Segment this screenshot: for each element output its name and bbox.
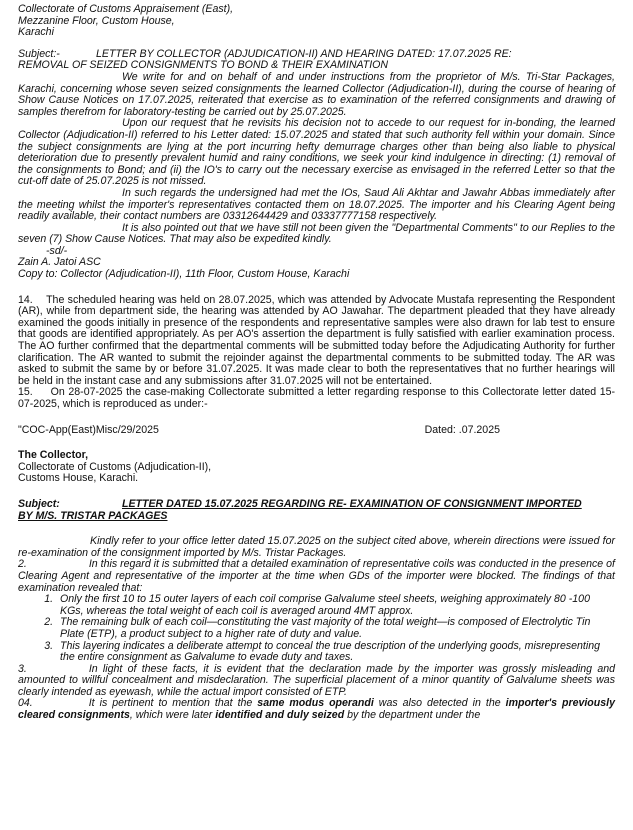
paragraph-number: 3. [18, 662, 27, 675]
paragraph-15 [18, 387, 615, 410]
finding-item: 3. This layering indicates a deliberate attempt to conceal the true description of the underlying goods, misrepresenting the entire consignment as Galvalume to evade duty and taxes. [56, 641, 615, 664]
paragraph-number: 14. [18, 293, 33, 306]
findings-list [18, 594, 615, 664]
finding-item: 1. Only the first 10 to 15 outer layers of each coil comprise Galvalume steel sheets, weighing approximately 80 -100 KGs, whereas the total weight of each coil is averaged around 4MT approx. [56, 594, 615, 617]
letter1-body [18, 72, 615, 281]
dated: Dated: .07.2025 [424, 423, 500, 436]
letter1-subject [18, 49, 615, 72]
emphasis-text: same modus operandi [257, 697, 374, 710]
paragraph-number: 2. [18, 558, 27, 571]
letter1-paragraph: It is also pointed out that we have still not been given the "Departmental Comments" to our Replies to the seven (7) Show Cause Notices. That may also be expedited kindly. [18, 221, 615, 246]
paragraph-text: In this regard it is submitted that a detailed examination of representative coils was conducted in the presence of Clearing Agent and representative of the importer at the time when GDs of the importer were blocked. The findings of that examination revealed that: [18, 558, 615, 594]
letter1-paragraph: In such regards the undersigned had met the IOs, Saud Ali Akhtar and Jawahr Abbas immediately after the meeting whilst the importer's representatives contacted them on 18.07.2025. The importer and his Clearing Agent being readily available, their contact numbers are 03312644429 and 03337777158 respectively. [18, 186, 615, 223]
letter2-body [18, 536, 615, 722]
subject-line-2: BY M/S. TRISTAR PACKAGES [18, 509, 168, 522]
address-block [18, 4, 615, 39]
letter2-paragraph-2 [18, 559, 615, 594]
copy-to: Copy to: Collector (Adjudication-II), 11th Floor, Custom House, Karachi [18, 268, 350, 281]
addressee-line: Collectorate of Customs (Adjudication-II), [18, 460, 212, 473]
paragraph-text: It is pertinent to mention that the [88, 697, 258, 710]
reference-number: "COC-App(East)Misc/29/2025 [18, 423, 159, 436]
paragraph-14 [18, 295, 615, 388]
address-line: Karachi [18, 26, 54, 39]
paragraph-text: , which were later [129, 709, 216, 722]
emphasis-text: identified and duly seized [215, 709, 345, 722]
letter1-paragraph: We write for and on behalf of and under instructions from the proprietor of M/s. Tri-Star Packages, Karachi, concerning whose seven seized consignments the learned Collector (Adjudication-II), during the course of hearing of Show Cause Notices on 17.07.2025, reiterated that exercise as to examination of the referred consignments and drawing of samples therefrom for laboratory-testing be carried out by 25.07.2025. [18, 70, 615, 118]
subject-line-2: REMOVAL OF SEIZED CONSIGNMENTS TO BOND & THEIR EXAMINATION [18, 59, 389, 72]
letter2-subject [18, 499, 615, 522]
emphasis-text: importer's previously cleared consignments [18, 697, 615, 722]
subject-label: Subject: [18, 497, 60, 510]
reference-row [18, 425, 615, 437]
paragraph-text: On 28-07-2025 the case-making Collectorate submitted a letter regarding response to this Collectorate letter dated 15-07-2025, which is reproduced as under:- [18, 386, 616, 410]
paragraph-text: In light of these facts, it is evident that the declaration made by the importer was grossly misleading and amounted to willful concealment and misdeclaration. The superficial placement of a minor quantity of Galvalume sheets was clearly intended as eyewash, while the actual import consisted of ETP. [18, 662, 615, 698]
paragraph-text: The scheduled hearing was held on 28.07.2025, which was attended by Advocate Mustafa representing the Respondent (AR), while from department side, the hearing was attended by AO Jawahar. The department pleaded that they have already examined the goods initially in presence of the respondents and representative samples were also drawn for lab test to ensure that goods are identified appropriately. As per AO's assertion the department is fully satisfied with earlier examination process. The AO further confirmed that the departmental comments will be submitted today before the Adjudicating Authority for further clarification. The AR wanted to submit the rejoinder against the departmental comments to be submitted today. The AR was asked to submit the same by or before 31.07.2025. It was made clear to both the representatives that no further hearings will be held in the instant case and any submissions after 31.07.2025 will not be entertained. [18, 293, 615, 387]
letter2-paragraph-4 [18, 698, 615, 721]
letter1-paragraph: Upon our request that he revisits his decision not to accede to our request for in-bonding, the learned Collector (Adjudication-II) referred to his Letter dated: 15.07.2025 and stated that such authority fell within your domain. Since the subject consignments are lying at the port incurring hefty demurrage charges other than being also liable to physical deterioration due to presently prevalent humid and rainy conditions, we seek your kind indulgence in directing: (1) removal of the consignments to Bond; and (ii) the IO's to carry out the necessary exercise as envisaged in the referred Letter so that the cut-off date of 25.07.2025 is not missed. [18, 117, 615, 188]
subject-line-1: LETTER BY COLLECTOR (ADJUDICATION-II) AND HEARING DATED: 17.07.2025 RE: [96, 47, 512, 60]
paragraph-number: 04. [18, 697, 33, 710]
paragraph-number: 15. [18, 386, 33, 399]
signatory: Zain A. Jatoi ASC [18, 256, 101, 269]
addressee-title: The Collector, [18, 449, 89, 462]
addressee-block [18, 450, 615, 485]
address-line: Collectorate of Customs Appraisement (East), [18, 3, 234, 15]
order-paragraphs [18, 295, 615, 411]
letter2-intro: Kindly refer to your office letter dated 15.07.2025 on the subject cited above, wherein directions were issued for re-examination of the consignment imported by M/s. Tristar Packages. [18, 535, 615, 559]
addressee-line: Customs House, Karachi. [18, 472, 139, 485]
paragraph-text: by the department under the [344, 709, 481, 722]
subject-line-1: LETTER DATED 15.07.2025 REGARDING RE- EXAMINATION OF CONSIGNMENT IMPORTED [122, 497, 582, 510]
subject-label: Subject:- [18, 47, 60, 60]
paragraph-text: was also detected in the [373, 697, 506, 710]
finding-item: 2. The remaining bulk of each coil—constituting the vast majority of the total weight—is composed of Electrolytic Tin Plate (ETP), a product subject to a higher rate of duty and value. [56, 617, 615, 640]
signoff: -sd/- [46, 244, 68, 257]
letter2-paragraph-3 [18, 664, 615, 699]
address-line: Mezzanine Floor, Custom House, [18, 14, 175, 27]
